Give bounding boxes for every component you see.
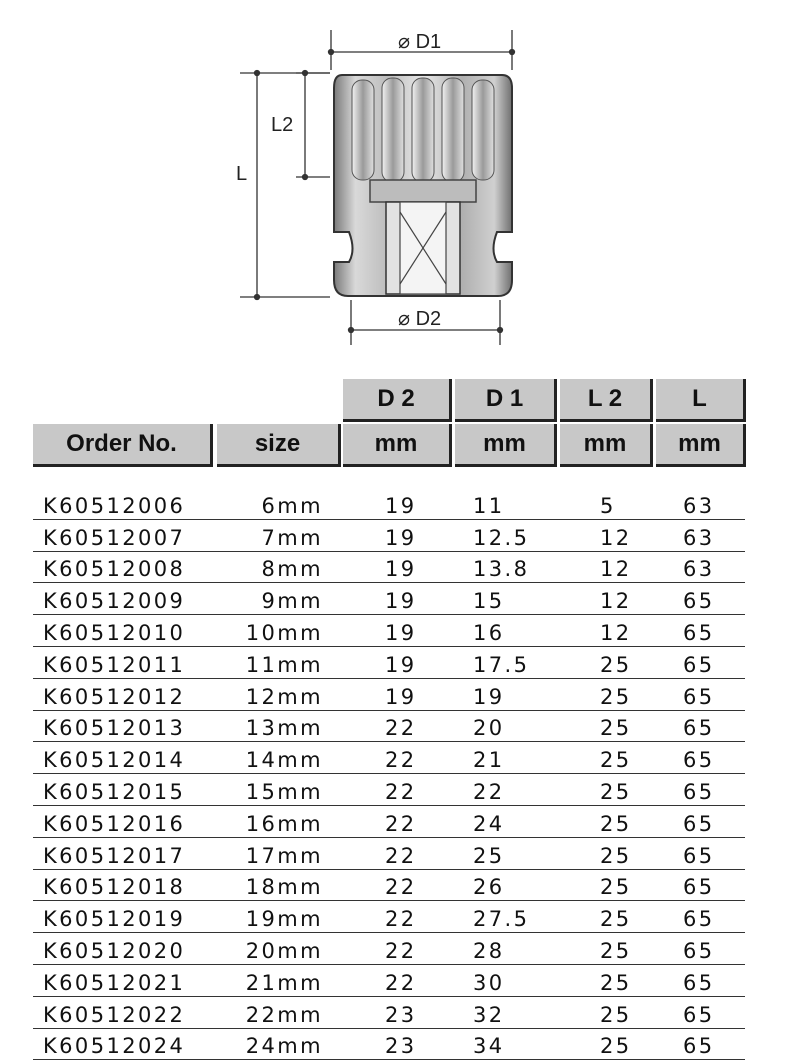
table-row	[33, 711, 745, 743]
l2-cell: 25	[600, 1034, 632, 1059]
l2-cell: 25	[600, 716, 632, 741]
l-cell: 63	[683, 525, 715, 550]
d2-label: ⌀ D2	[398, 308, 442, 330]
d1-cell: 11	[473, 493, 505, 518]
l-cell: 65	[683, 684, 715, 709]
d2-cell: 23	[385, 1034, 417, 1059]
d2-cell: 22	[385, 779, 417, 804]
d2-cell: 22	[385, 843, 417, 868]
table-row	[33, 679, 745, 711]
d1-cell: 24	[473, 811, 505, 836]
l-cell: 65	[683, 716, 715, 741]
l2-cell: 25	[600, 875, 632, 900]
l2-cell: 25	[600, 779, 632, 804]
table-row	[33, 774, 745, 806]
size-cell: 19mm	[245, 907, 323, 932]
socket-dimension-diagram	[0, 0, 790, 360]
header-size: size	[217, 424, 341, 467]
d1-cell: 13.8	[473, 557, 530, 582]
order-no-cell: K60512014	[43, 748, 186, 773]
table-row	[33, 806, 745, 838]
d2-cell: 19	[385, 589, 417, 614]
d1-cell: 25	[473, 843, 505, 868]
l-cell: 65	[683, 620, 715, 645]
l-cell: 65	[683, 875, 715, 900]
table-row	[33, 965, 745, 997]
d2-cell: 19	[385, 652, 417, 677]
table-row	[33, 997, 745, 1029]
l2-cell: 25	[600, 684, 632, 709]
order-no-cell: K60512022	[43, 1002, 186, 1027]
d2-cell: 22	[385, 716, 417, 741]
l-cell: 65	[683, 907, 715, 932]
size-cell: 18mm	[245, 875, 323, 900]
d1-cell: 17.5	[473, 652, 530, 677]
d2-cell: 23	[385, 1002, 417, 1027]
order-no-cell: K60512011	[43, 652, 186, 677]
size-cell: 22mm	[245, 1002, 323, 1027]
l2-cell: 25	[600, 843, 632, 868]
size-cell: 24mm	[245, 1034, 323, 1059]
d1-cell: 32	[473, 1002, 505, 1027]
d2-cell: 19	[385, 525, 417, 550]
l2-cell: 12	[600, 620, 632, 645]
order-no-cell: K60512024	[43, 1034, 186, 1059]
size-cell: 11mm	[245, 652, 323, 677]
l-label: L	[236, 163, 248, 185]
l-cell: 63	[683, 557, 715, 582]
order-no-cell: K60512018	[43, 875, 186, 900]
size-cell: 6mm	[261, 493, 323, 518]
d1-cell: 30	[473, 970, 505, 995]
size-cell: 12mm	[245, 684, 323, 709]
order-no-cell: K60512006	[43, 493, 186, 518]
l-cell: 65	[683, 970, 715, 995]
l-dimension	[240, 71, 330, 300]
l2-cell: 12	[600, 589, 632, 614]
size-cell: 8mm	[261, 557, 323, 582]
l-cell: 65	[683, 1034, 715, 1059]
d2-cell: 22	[385, 811, 417, 836]
d1-label: ⌀ D1	[398, 31, 442, 53]
header-d2-unit: mm	[343, 424, 452, 467]
order-no-cell: K60512010	[43, 620, 186, 645]
header-l2-unit: mm	[560, 424, 653, 467]
l-cell: 65	[683, 843, 715, 868]
order-no-cell: K60512015	[43, 779, 186, 804]
order-no-cell: K60512016	[43, 811, 186, 836]
size-cell: 7mm	[261, 525, 323, 550]
size-cell: 10mm	[245, 620, 323, 645]
socket-spec-table	[33, 488, 745, 1060]
order-no-cell: K60512008	[43, 557, 186, 582]
l2-cell: 25	[600, 938, 632, 963]
order-no-cell: K60512019	[43, 907, 186, 932]
d1-cell: 22	[473, 779, 505, 804]
table-row	[33, 583, 745, 615]
d2-cell: 22	[385, 970, 417, 995]
d2-cell: 19	[385, 684, 417, 709]
d2-cell: 22	[385, 875, 417, 900]
table-row	[33, 647, 745, 679]
socket-body	[334, 75, 512, 296]
size-cell: 20mm	[245, 938, 323, 963]
l2-cell: 25	[600, 748, 632, 773]
l2-cell: 25	[600, 970, 632, 995]
order-no-cell: K60512007	[43, 525, 186, 550]
size-cell: 13mm	[245, 716, 323, 741]
l-cell: 65	[683, 938, 715, 963]
l2-cell: 12	[600, 525, 632, 550]
size-cell: 15mm	[245, 779, 323, 804]
header-d2: D 2	[343, 379, 452, 422]
size-cell: 17mm	[245, 843, 323, 868]
table-row	[33, 742, 745, 774]
table-row	[33, 552, 745, 584]
d2-cell: 19	[385, 557, 417, 582]
l-cell: 65	[683, 589, 715, 614]
size-cell: 16mm	[245, 811, 323, 836]
d2-cell: 19	[385, 620, 417, 645]
order-no-cell: K60512017	[43, 843, 186, 868]
size-cell: 9mm	[261, 589, 323, 614]
size-cell: 21mm	[245, 970, 323, 995]
order-no-cell: K60512021	[43, 970, 186, 995]
l2-cell: 5	[600, 493, 616, 518]
table-row	[33, 870, 745, 902]
l-cell: 65	[683, 1002, 715, 1027]
d1-cell: 28	[473, 938, 505, 963]
order-no-cell: K60512020	[43, 938, 186, 963]
table-row	[33, 901, 745, 933]
table-row	[33, 615, 745, 647]
l2-cell: 12	[600, 557, 632, 582]
d2-cell: 22	[385, 938, 417, 963]
l-cell: 65	[683, 652, 715, 677]
header-l: L	[656, 379, 746, 422]
header-d1: D 1	[455, 379, 557, 422]
d1-cell: 19	[473, 684, 505, 709]
order-no-cell: K60512009	[43, 589, 186, 614]
header-d1-unit: mm	[455, 424, 557, 467]
size-cell: 14mm	[245, 748, 323, 773]
d2-cell: 19	[385, 493, 417, 518]
d2-cell: 22	[385, 748, 417, 773]
l2-label: L2	[271, 114, 294, 136]
d1-cell: 15	[473, 589, 505, 614]
order-no-cell: K60512012	[43, 684, 186, 709]
d1-cell: 27.5	[473, 907, 530, 932]
table-row	[33, 838, 745, 870]
l2-cell: 25	[600, 652, 632, 677]
d1-cell: 16	[473, 620, 505, 645]
d1-cell: 34	[473, 1034, 505, 1059]
table-row	[33, 488, 745, 520]
l2-cell: 25	[600, 811, 632, 836]
table-row	[33, 1029, 745, 1060]
d1-cell: 20	[473, 716, 505, 741]
l2-dimension	[296, 71, 330, 180]
l2-cell: 25	[600, 907, 632, 932]
l2-cell: 25	[600, 1002, 632, 1027]
d2-cell: 22	[385, 907, 417, 932]
order-no-cell: K60512013	[43, 716, 186, 741]
table-row	[33, 520, 745, 552]
table-row	[33, 933, 745, 965]
l-cell: 65	[683, 779, 715, 804]
d1-cell: 21	[473, 748, 505, 773]
header-order-no: Order No.	[33, 424, 213, 467]
header-l2: L 2	[560, 379, 653, 422]
header-l-unit: mm	[656, 424, 746, 467]
l-cell: 63	[683, 493, 715, 518]
d1-cell: 12.5	[473, 525, 530, 550]
l-cell: 65	[683, 748, 715, 773]
d1-cell: 26	[473, 875, 505, 900]
l-cell: 65	[683, 811, 715, 836]
